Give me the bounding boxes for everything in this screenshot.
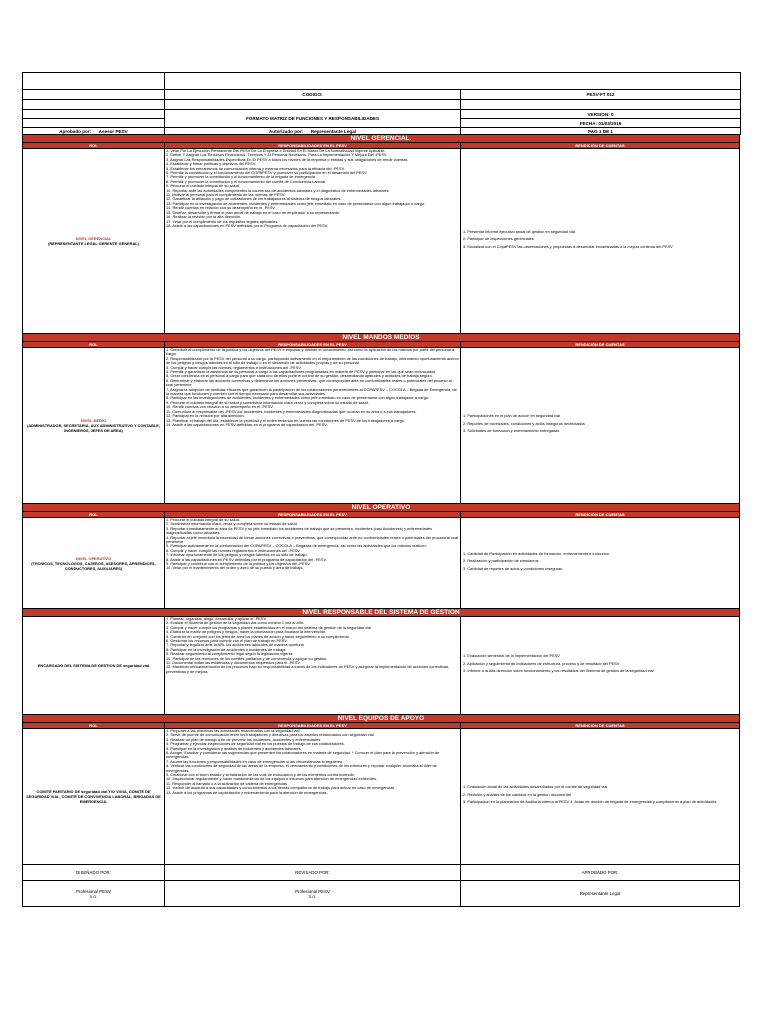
responsibility-item: 3. Cumplir y hacer cumplir las normas, reglamentos e instrucciones del -PESV. [166, 364, 302, 370]
sections-container [22, 135, 740, 865]
section-title: NIVEL EQUIPOS DE APOYO [22, 715, 740, 723]
responsibility-item: 4. Elaborar la matriz de peligros y riesgos, hacer la priorización para focalizar la intervención. [166, 629, 327, 635]
autorizado-cell [165, 128, 461, 135]
responsibility-item: 13. Asistir a los programas de capacitación y entrenamiento para la atención de emergencias. [166, 789, 328, 795]
responsibility-item: 3. Realizar un plan de trabajo a fin de prevenir los incidentes, accidentes y enfermedades. [166, 736, 322, 742]
accountability-item: 1. Participaciones en el plan de accion en seguridad vial [463, 413, 560, 419]
responsibility-item: 2. Responsabilizarse por la PESV del personal a su cargo, participando activamente en el mejoramiento de las condiciones de trabajo, informando oportunamente acerca de los peligros y riesgos latentes en el sitio de trabajo o en el desarrollo de actividades propias y de su personal. [166, 355, 459, 366]
responsibility-item: 13. Participar en la investigación de accidentes, incidentes y enfermedades como jefe inmediato en caso de presentarse con algún trabajador a cargo. [166, 200, 426, 206]
disenado-cell [23, 881, 165, 906]
blank-cell-f [23, 119, 165, 128]
responsibility-item: 1. Contribuir al cumplimiento de la política y los objetivos del PESV e impulsar y difundir el conocimiento, así como la aplicación de los mismos por parte del personal a cargo. [166, 348, 455, 357]
responsibility-item: 1. Planear, organizar, dirigir, desarrollar y aplicar el -PESV. [166, 617, 267, 621]
responsibility-item: 10. Rendir cuentas con relación a su desempeño en el -PESV. [166, 404, 274, 410]
accountability-list [461, 149, 739, 333]
responsibility-item: 2. Suministrar información clara, veraz y completa sobre su estado de salud. [166, 521, 298, 527]
responsibility-item: 1. Velar Por La Ejecución Permanente Del PESV De La Empresa o Entidad En El Marco De La Normatividad Vigente Aplicable. [166, 149, 386, 153]
blank-cell-d [461, 100, 741, 110]
responsibility-item: 1. Proponer a las directivas las actividades relacionadas con la seguridad vial [166, 729, 300, 733]
aprobado-value: Asesor PESV [98, 128, 128, 134]
responsibility-item: 9. Procurar el cuidado integral de su salud. [166, 183, 240, 189]
section-gerencial [22, 135, 740, 334]
accountability-item: 1. Cantidad de Participacion en actividades de formacion, entrenamiento e induccion [463, 550, 609, 556]
aprobado-cell [461, 881, 739, 906]
accountability-item: 1. Evaluación anual de las actividades desarrolladas por el comité de seguridad vial. [463, 784, 609, 790]
responsibility-item: 8. Asistir a las capacitaciones en PESV definidas por el programa de capacitación del -PESV. [166, 556, 327, 562]
document-sheet [22, 72, 740, 907]
responsibility-item: 14. Asistir a las capacitaciones en PESV definidas en el programa de capacitación del -PESV. [166, 421, 328, 427]
accountability-list [461, 617, 739, 714]
accountability-item: 2. Aplicación y seguimiento de indicadores de estructura, proceso y de resultado del PESV [463, 660, 620, 666]
section-title: NIVEL GERENCIAL. [22, 135, 740, 143]
responsibility-item: 6. Cumplir y hacer cumplir las normas reglamentos e instrucciones del -PESV. [166, 547, 301, 553]
document-title: FORMATO MATRIZ DE FUNCIONES Y RESPONSABILIDADES [165, 110, 461, 128]
role-title: NIVEL GERENCIAL [75, 236, 112, 241]
accountability-item: 2. Revision y analisis de los cambios en la gestion documental [463, 791, 571, 797]
accountability-item: 1. Evaluación semestral de la implementación del PESV [463, 653, 560, 659]
role-detail: ENCARGADO DEL SISTEMA DE GESTION DE seguridad vial [37, 663, 150, 668]
responsibility-item: 2. Servir de puente de comunicación entre los trabajadores y directivas para los asuntos relacionados con seguridad vial [166, 732, 374, 738]
responsibility-item: 14. Rendir cuentas en relación con su desempeño en el -PESV. [166, 205, 276, 211]
column-rendicion: RENDICIÓN DE CUENTAS [461, 512, 739, 517]
blank-cell-a [23, 90, 165, 100]
responsibility-item: 6. Determinar y elaborar las acciones correctivas y determinar las acciones preventivas, que correspondan ante no conformidades reales o potenciales del proceso al cual pertenece. [166, 377, 452, 388]
responsibility-item: 7. Reportar y legalizar ante la ARL los accidentes laborales de manera oportuna [166, 642, 304, 648]
aprobado-sig-label: APROBADO POR: [581, 870, 619, 875]
responsibility-item: 18. Asistir a las capacitaciones en PESV definidas por el Programa de capacitación del PESV. [166, 222, 329, 228]
section-body [22, 348, 740, 504]
section-title: NIVEL MANDOS MEDIOS [22, 334, 740, 342]
responsibility-item: 10. Reportar ante las autoridades competentes la ocurrencia de accidentes laborales y el diagnóstico de enfermedades laborales. [166, 187, 390, 193]
fecha-label: FECHA: 01/03/2019 [461, 119, 741, 128]
column-rendicion: RENDICIÓN DE CUENTAS [461, 723, 739, 728]
responsibility-item: 4. Reportar al jefe inmediato la necesidad de tomar acciones correctivas o preventivas, que correspondan ante no conformidades reales o potenciales del proceso al cual pertenece. [166, 534, 459, 545]
responsibility-item: 9. Participar y contribuir con el cumplimiento de la política y los objetivos del -PESV. [166, 561, 311, 567]
role-cell [23, 729, 165, 864]
responsibility-item: 8. Verificar las condiciones de seguridad de las áreas de la empresa, el venciamiento y condiciones de los extintores y reportar cualquier anomalía al líder de emergencias. [166, 763, 437, 773]
section-operativo [22, 504, 740, 609]
responsibility-item: 7. Permitir y promover la constitución y el funcionamiento de la brigada de emergencia. [166, 174, 317, 180]
document-header [22, 72, 741, 135]
responsibility-item: 3. Cumplir y hacer cumplir los programas y planes establecidos en el marco del sistema de gestion de la seguridad vial [166, 624, 372, 630]
logo-cell [23, 73, 165, 90]
responsibility-item: 9. Colaborar con el buen estado y señalización de las vías de evacuación y de los elementos contra incendio. [166, 772, 355, 778]
responsibility-item: 5. Establecer los mecanismos de comunicación interna y externa necesarios para la eficacia del -PESV. [166, 165, 345, 171]
responsibility-item: 9. Procurar el cuidado integral de su salud y suministrar información clara veraz y completa sobre su estado de salud. [166, 399, 369, 405]
aprobado-label: Aprobado por: [59, 128, 92, 134]
revisado-label: REVISADO POR: [165, 865, 461, 880]
accountability-item: 3. Solicitudes de formacion y entrenamiento entregadas [463, 428, 560, 434]
disenado-value: Profesional PESV [76, 888, 111, 894]
responsibility-item: 5. Participar en la investigación y análisis de incidentes y accidentes laborales. [166, 745, 302, 751]
autorizado-label: Autorizado por: [268, 128, 304, 134]
section-title: NIVEL RESPONSABLE DEL SISTEMA DE GESTION [22, 609, 740, 617]
responsibility-item: 10. Inspeccionar regularmente y hacer mantenimiento de los equipos e insumos para atención de emergencias existentes. [166, 776, 378, 782]
accountability-item: 2. Reportes de novedades, condiciones y actos inseguros dectectados [463, 420, 585, 426]
responsibility-item: 6. Acoger, Estudiar y considerar las sugerencias que presenten los colaboradores en materia de seguridad. * Conocer el plan para la prevención y atención de emergencias. [166, 750, 440, 760]
responsibility-item: 10. Velar por el mantenimiento del orden y aseo de su puesto y área de trabajo. [166, 565, 304, 571]
responsibility-item: 3. Reportar inmediatamente al área de PESV y su jefe inmediato los accidentes de trabajo que se presenten, incidentes (casi Accidentes) y enfermedades diagnosticadas como laborales. [166, 525, 433, 536]
role-cell [23, 617, 165, 714]
role-cell [23, 348, 165, 503]
accountability-item: 3. Participacion en la planeacion de Auditoria interna al PESV 4. Actas de reunión de brigada de emergencias y cumplimiento a plan de actividades [463, 799, 717, 805]
role-cell [23, 149, 165, 333]
responsibilities-list [165, 729, 461, 864]
section-equipos-apoyo [22, 715, 740, 865]
responsibility-item: 2. Evaluar el Sistema de gestión de la seguridad vial como mínimo 1 vez al año. [166, 620, 304, 626]
section-body [22, 518, 740, 609]
blank-cell-b [23, 100, 165, 110]
section-title: NIVEL OPERATIVO [22, 504, 740, 512]
aprobado-cell [23, 128, 165, 135]
responsibility-item: 11. Documentar todas las evidencias y documentos requeridos para el -PESV. [166, 660, 301, 666]
responsibility-item: 13. Planificar el trabajo del día, establecer la prioridad y el orden teniendo en cuenta las condiciones de PESV de los trabajadores a cargo. [166, 417, 405, 423]
responsibility-item: 4. Programar y ejecutar inspecciones de seguridad vial en los puestos de trabajo de sus colaboradores. [166, 741, 345, 747]
accountability-list [461, 348, 739, 503]
version-label: VERSION: 0 [461, 110, 741, 119]
codigo-label: CODIGO: [165, 90, 461, 100]
responsibility-item: 11. Comunicar al responsable del -PESV los accidentes, incidentes y enfermedades diagnosticadas que ocurran en su área o a sus trabajadores. [166, 408, 417, 414]
accountability-item: 3. Cantidad de reportes de actos y condiciones inseguras. [463, 565, 564, 571]
responsibility-item: 5. Crear conciencia en el personal a cargo para que cada uno de ellos porte el control de su gestión, desarrollando aptitudes y actitudes de trabajo seguro. [166, 373, 433, 379]
responsibility-item: 15. Diseñar, desarrollar y firmar el plan anual de trabajo en el caso de empleador o su representante. [166, 209, 341, 215]
aprobado-sig-value: Representante Legal [579, 891, 621, 896]
revisado-cell [165, 881, 461, 906]
responsibility-item: 5. Construir en conjunto con los jefes de área los planes de acción y hacer seguimiento a su cumplimiento [166, 633, 349, 639]
section-body [22, 729, 740, 865]
role-detail: (ADMINISTRADOR, SECRETARIA, AUX ADMINISTRATIVO Y CONTABLE, INGENIEROS, JEFES DE AREA) [27, 423, 160, 433]
responsibility-item: 7. Asignar la adopción de medidas eficaces que garanticen la participación de los colaboradores pertenecientes al COPAPESV – COCOLA – Brigada de Emergencia, de la manera que funcionen y cuenten con el tiempo necesario para desarrollar sus actividades. [166, 386, 457, 397]
responsibility-item: 8. Participar en la investigación de accidentes e incidentes de trabajo. [166, 646, 287, 652]
responsibility-item: 7. Asumir las funciones y responsabilidades en caso de emergencias si las circunstancias lo requieren [166, 758, 343, 764]
disenado-label: DISEÑADO POR: [23, 865, 165, 880]
disenado-sub: S.G. [89, 893, 98, 899]
accountability-list [461, 518, 739, 608]
role-cell [23, 518, 165, 608]
responsibilities-list [165, 149, 461, 333]
responsibility-item: 7. Informar oportunamente de los peligros y riesgos latentes en su sitio de trabajo. [166, 552, 308, 558]
accountability-item: 3. Socializar con el CopaPESV las observaciones y propuestas a desarrollar encaminadas a la mejora continua del PESV [463, 243, 673, 249]
responsibility-item: 5. Participar activamente en la conformación del COPAPESV – COCOLA – Brigadas de emergencia, así como las actividades que los mismos realicen. [166, 543, 427, 549]
responsibility-item: 12. Instruir de acuerdo a sus capacidades y conocimientos a los demás compañeros de trabajo para actuar en caso de emergencias [166, 785, 395, 791]
responsibilities-list [165, 617, 461, 714]
column-responsabilidades: RESPONSABILIDADES EN EL PESV [165, 143, 461, 148]
column-responsabilidades: RESPONSABILIDADES EN EL PESV [165, 512, 461, 517]
responsibility-item: 4. Permitir y garantizar la asistencia de su personal a cargo a las capacitaciones programadas en materia de PESV y participar en las que sean convocados. [166, 369, 437, 375]
section-body [22, 617, 740, 715]
column-rol: ROL [23, 143, 165, 148]
column-rendicion: RENDICIÓN DE CUENTAS [461, 342, 739, 347]
role-title: NIVEL MEDIO [80, 418, 107, 423]
accountability-item: 3. Informe a la Alta dirección sobre funcionamiento y los resultados del Sistema de gestion de la seguridad vial [463, 668, 654, 674]
role-detail: COMITÉ PARITARIO DE seguridad vial Y/O VIGIA, COMITÉ DE SEGURIDAD VIAL, COMITÉ DE CONVIVENCIA LABORAL, BRIGADAS DE EMERGENCIA. [26, 789, 161, 804]
autorizado-value: Representante Legal [310, 128, 357, 134]
section-mandos-medios [22, 334, 740, 504]
column-responsabilidades: RESPONSABILIDADES EN EL PESV [165, 723, 461, 728]
responsibility-item: 6. Permitir la constitución y el funcionamiento del COPAPESV y promover su participación en el desarrollo del PESV. [166, 170, 368, 176]
pagina-label: PAG 1 DE 1 [461, 128, 741, 135]
responsibility-item: 1. Procurar el cuidado integral de su salud. [166, 518, 240, 522]
blank-cell-e [23, 110, 165, 119]
responsibilities-list [165, 348, 461, 503]
column-rol: ROL [23, 342, 165, 347]
responsibility-item: 6. Gestionar los recursos para cumplir con el plan de trabajo en PESV. [166, 638, 288, 644]
role-detail: (REPRESENTANTE LEGAL GERENTE GENERAL) [48, 241, 139, 246]
revisado-value: Profesional PESV [295, 888, 330, 894]
blank-cell-c [165, 100, 461, 110]
section-responsable-sg [22, 609, 740, 715]
responsibility-item: 8. Participar en las investigaciones de accidentes, incidentes y enfermedades como jefe inmediato en caso de presentarse con algún trabajador a cargo. [166, 395, 429, 401]
column-rol: ROL [23, 723, 165, 728]
responsibility-item: 12. Garantizar la afiliación y pago de cotizaciones de los trabajadores al sistema de riesgos laborales. [166, 196, 342, 202]
column-responsabilidades: RESPONSABILIDADES EN EL PESV [165, 342, 461, 347]
responsibility-item: 11. Motivar al personal para el cumplimiento de las normas de PESV. [166, 192, 286, 198]
responsibility-item: 17. Velar por el cumplimiento de los requisitos legales aplicables. [166, 218, 279, 224]
responsibility-item: 12. Participar en la revisión por alta dirección. [166, 413, 245, 419]
responsibility-item: 16. Realizar la revisión por la alta dirección. [166, 214, 242, 220]
responsibility-item: 11. Responder al llamado o a la activación de cadena de emergencias [166, 780, 288, 786]
responsibilities-list [165, 518, 461, 608]
accountability-item: 2. Realizacion y participacion de simulacros [463, 558, 539, 564]
accountability-item: 1. Presentar informe ejecutivo anual de gestion en seguridad vial. [463, 228, 576, 234]
responsibility-item: 10. Participar de las reuniones de los comités paritarios y de convivencia y apoyar su gestión. [166, 655, 328, 661]
signature-labels-row [22, 865, 740, 881]
responsibility-item: 3. Asignar Las Responsabilidades Específicas En El PESV a todos los niveles de la empresa o entidad y sus obligaciones de rendir cuentas. [166, 156, 409, 162]
responsibility-item: 8. Permitir y promover la constitución y el funcionamiento del comité de Convivencia Laboral. [166, 178, 327, 184]
column-rol: ROL [23, 512, 165, 517]
responsibility-item: 12. Mantener retroalimentación de los procesos bajo su responsabilidad a través de los indicadores de PESV y asegurar la implementación de acciones correctivas, preventivas y de mejora. [166, 664, 450, 674]
responsibility-item: 4. Establecer y firmar políticas y objetivos del PESV. [166, 161, 257, 167]
accountability-item: 2. Participar de inspecciones gerenciales [463, 236, 534, 242]
responsibility-item: 2. Definir Y Asignar Los Recursos Financieros, Técnicos Y El Personal Necesario, Para La Implementación Y Mejora Del -PESV. [166, 152, 388, 158]
codigo-value: PESV-FT 012 [461, 90, 741, 100]
signature-values-row [22, 881, 740, 907]
revisado-sub: S.G. [308, 893, 317, 899]
section-body [22, 149, 740, 334]
role-detail: (TECNICOS, TECNOLOGOS, CAJEROS, ASESORES, APRENDICES, CONDUCTORES, AUXILIARES) [31, 560, 156, 571]
responsibility-item: 9. Realizar seguimiento al cumplimiento legal según la legislación vigente [166, 651, 293, 657]
role-title: NIVEL OPERATIVO [75, 555, 112, 561]
accountability-list [461, 729, 739, 864]
header-blank [165, 73, 741, 90]
column-rendicion: RENDICIÓN DE CUENTAS [461, 143, 739, 148]
